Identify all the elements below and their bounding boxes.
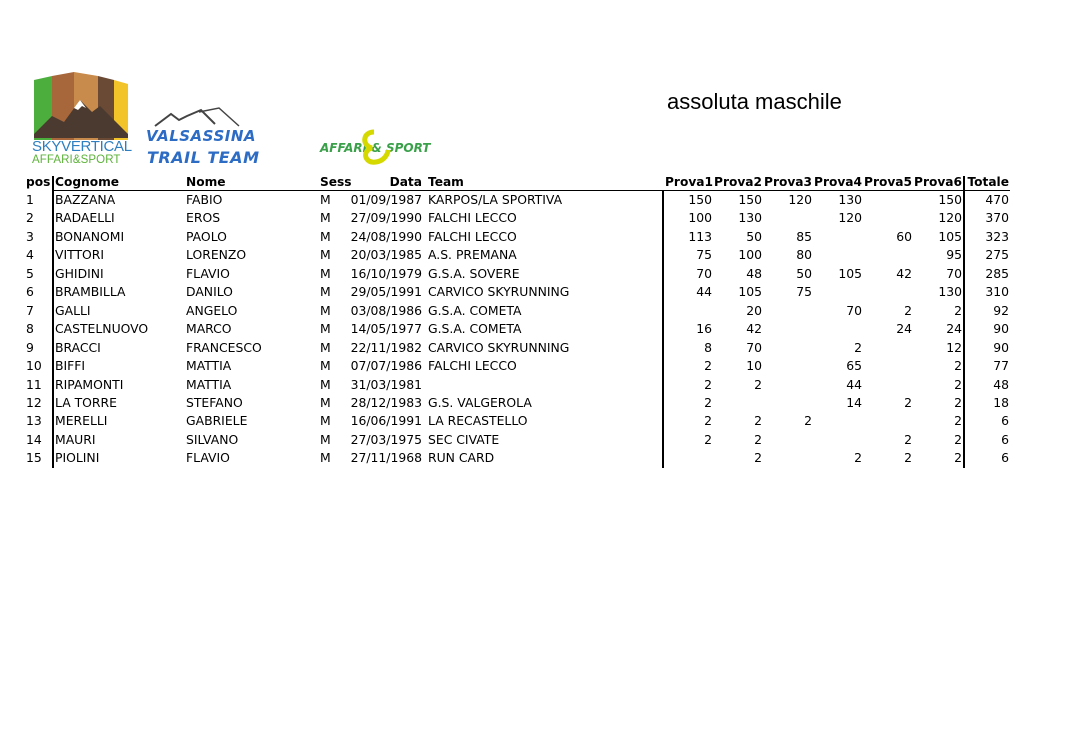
cell-pos: 8	[26, 321, 34, 337]
cell-pos: 9	[26, 339, 34, 355]
cell-sess: M	[320, 265, 331, 281]
cell-totale: 48	[993, 376, 1009, 392]
cell-p6: 12	[946, 339, 962, 355]
cell-nome: MARCO	[186, 321, 232, 337]
cell-p1: 75	[696, 247, 712, 263]
cell-totale: 6	[1001, 450, 1009, 466]
cell-pos: 14	[26, 431, 42, 447]
cell-pos: 11	[26, 376, 42, 392]
cell-p1: 44	[696, 284, 712, 300]
cell-team: SEC CIVATE	[428, 431, 500, 447]
page-title: assoluta maschile	[667, 89, 842, 114]
cell-totale: 92	[993, 302, 1009, 318]
cell-p6: 2	[954, 302, 962, 318]
cell-data: 27/03/1975	[350, 431, 422, 447]
cell-team: G.S.A. COMETA	[428, 302, 522, 318]
cell-team: FALCHI LECCO	[428, 210, 517, 226]
cell-nome: GABRIELE	[186, 413, 248, 429]
header-p5: Prova5	[864, 175, 912, 189]
cell-sess: M	[320, 339, 331, 355]
cell-p6: 2	[954, 376, 962, 392]
cell-team: KARPOS/LA SPORTIVA	[428, 192, 563, 207]
cell-data: 16/10/1979	[350, 265, 422, 281]
cell-p3: 80	[796, 247, 812, 263]
cell-p5: 24	[896, 321, 912, 337]
cell-nome: MATTIA	[186, 358, 232, 374]
cell-nome: ANGELO	[186, 302, 238, 318]
affari-sport-logo-icon	[318, 124, 440, 168]
cell-p6: 2	[954, 394, 962, 410]
cell-p4: 2	[854, 339, 862, 355]
cell-p6: 130	[938, 284, 962, 300]
cell-p6: 2	[954, 413, 962, 429]
cell-sess: M	[320, 394, 331, 410]
cell-p2: 2	[754, 431, 762, 447]
cell-p1: 70	[696, 265, 712, 281]
header-p6: Prova6	[914, 175, 962, 189]
skyvertical-logo-text: SKYVERTICAL	[32, 138, 132, 155]
cell-totale: 90	[993, 339, 1009, 355]
cell-p2: 150	[738, 192, 762, 207]
cell-nome: FRANCESCO	[186, 339, 262, 355]
cell-nome: SILVANO	[186, 431, 239, 447]
cell-totale: 370	[985, 210, 1009, 226]
header-team: Team	[428, 175, 464, 189]
cell-totale: 470	[985, 192, 1009, 207]
cell-p2: 2	[754, 450, 762, 466]
cell-p2: 2	[754, 413, 762, 429]
cell-p1: 100	[688, 210, 712, 226]
cell-p6: 120	[938, 210, 962, 226]
cell-totale: 18	[993, 394, 1009, 410]
cell-cognome: PIOLINI	[55, 450, 100, 466]
cell-pos: 3	[26, 228, 34, 244]
cell-team: CARVICO SKYRUNNING	[428, 284, 570, 300]
cell-p2: 2	[754, 376, 762, 392]
cell-p5: 2	[904, 394, 912, 410]
cell-p2: 48	[746, 265, 762, 281]
cell-cognome: GALLI	[55, 302, 91, 318]
header-data: Data	[389, 175, 422, 189]
cell-p6: 150	[938, 192, 962, 207]
header-p2: Prova2	[714, 175, 762, 189]
cell-p2: 100	[738, 247, 762, 263]
cell-team: G.S.A. SOVERE	[428, 265, 520, 281]
cell-p1: 8	[704, 339, 712, 355]
cell-nome: MATTIA	[186, 376, 232, 392]
cell-team: CARVICO SKYRUNNING	[428, 339, 570, 355]
cell-p1: 113	[688, 228, 712, 244]
cell-nome: FLAVIO	[186, 265, 230, 281]
cell-p6: 2	[954, 450, 962, 466]
cell-nome: PAOLO	[186, 228, 227, 244]
cell-p1: 2	[704, 358, 712, 374]
cell-nome: EROS	[186, 210, 221, 226]
cell-p3: 85	[796, 228, 812, 244]
cell-pos: 10	[26, 358, 42, 374]
cell-cognome: CASTELNUOVO	[55, 321, 149, 337]
cell-p4: 120	[838, 210, 862, 226]
cell-p3: 120	[788, 192, 812, 207]
cell-p6: 95	[946, 247, 962, 263]
cell-totale: 6	[1001, 431, 1009, 447]
cell-p1: 2	[704, 413, 712, 429]
cell-p4: 130	[838, 192, 862, 207]
cell-team: LA RECASTELLO	[428, 413, 528, 429]
column-divider-cognome	[52, 176, 54, 468]
header-pos: pos	[26, 175, 51, 189]
header-nome: Nome	[186, 175, 226, 189]
cell-sess: M	[320, 192, 331, 207]
cell-p2: 50	[746, 228, 762, 244]
header-underline	[52, 190, 1010, 191]
cell-cognome: RIPAMONTI	[55, 376, 124, 392]
cell-pos: 6	[26, 284, 34, 300]
cell-pos: 7	[26, 302, 34, 318]
cell-p3: 75	[796, 284, 812, 300]
header-totale: Totale	[967, 175, 1009, 189]
cell-team: RUN CARD	[428, 450, 495, 466]
cell-p4: 65	[846, 358, 862, 374]
cell-nome: STEFANO	[186, 394, 243, 410]
cell-pos: 12	[26, 394, 42, 410]
cell-totale: 275	[985, 247, 1009, 263]
cell-p3: 2	[804, 413, 812, 429]
cell-p2: 42	[746, 321, 762, 337]
valsassina-logo-text: VALSASSINA	[146, 127, 256, 145]
cell-nome: FABIO	[186, 192, 223, 207]
cell-pos: 5	[26, 265, 34, 281]
cell-p2: 20	[746, 302, 762, 318]
cell-pos: 1	[26, 192, 34, 207]
cell-data: 24/08/1990	[350, 228, 422, 244]
cell-cognome: BRACCI	[55, 339, 101, 355]
cell-p6: 2	[954, 431, 962, 447]
cell-sess: M	[320, 431, 331, 447]
cell-sess: M	[320, 302, 331, 318]
cell-totale: 285	[985, 265, 1009, 281]
cell-data: 01/09/1987	[350, 192, 422, 207]
cell-cognome: RADAELLI	[55, 210, 115, 226]
cell-p6: 105	[938, 228, 962, 244]
cell-sess: M	[320, 284, 331, 300]
cell-data: 20/03/1985	[350, 247, 422, 263]
cell-data: 22/11/1982	[350, 339, 422, 355]
cell-p1: 2	[704, 376, 712, 392]
cell-nome: LORENZO	[186, 247, 247, 263]
column-divider-prove	[662, 190, 664, 468]
cell-data: 28/12/1983	[350, 394, 422, 410]
cell-team: A.S. PREMANA	[428, 247, 517, 263]
cell-data: 03/08/1986	[350, 302, 422, 318]
cell-data: 29/05/1991	[350, 284, 422, 300]
cell-cognome: MERELLI	[55, 413, 108, 429]
cell-p5: 42	[896, 265, 912, 281]
header-p1: Prova1	[665, 175, 713, 189]
cell-cognome: LA TORRE	[55, 394, 117, 410]
cell-p4: 105	[838, 265, 862, 281]
cell-p5: 60	[896, 228, 912, 244]
cell-sess: M	[320, 321, 331, 337]
cell-nome: DANILO	[186, 284, 233, 300]
cell-cognome: BRAMBILLA	[55, 284, 126, 300]
cell-totale: 90	[993, 321, 1009, 337]
header-sess: Sess	[320, 175, 352, 189]
cell-team: FALCHI LECCO	[428, 228, 517, 244]
cell-sess: M	[320, 247, 331, 263]
cell-totale: 6	[1001, 413, 1009, 429]
cell-p2: 70	[746, 339, 762, 355]
cell-data: 16/06/1991	[350, 413, 422, 429]
cell-p4: 2	[854, 450, 862, 466]
cell-cognome: BONANOMI	[55, 228, 125, 244]
cell-team: FALCHI LECCO	[428, 358, 517, 374]
cell-p3: 50	[796, 265, 812, 281]
cell-p1: 150	[688, 192, 712, 207]
cell-p2: 10	[746, 358, 762, 374]
cell-totale: 77	[993, 358, 1009, 374]
cell-p5: 2	[904, 450, 912, 466]
cell-p2: 130	[738, 210, 762, 226]
skyvertical-logo-subtext: AFFARI&SPORT	[32, 154, 121, 166]
cell-p4: 14	[846, 394, 862, 410]
cell-p1: 2	[704, 394, 712, 410]
cell-p1: 16	[696, 321, 712, 337]
column-divider-totale	[963, 176, 965, 468]
cell-sess: M	[320, 228, 331, 244]
cell-p2: 105	[738, 284, 762, 300]
header-p4: Prova4	[814, 175, 862, 189]
cell-totale: 310	[985, 284, 1009, 300]
cell-cognome: MAURI	[55, 431, 96, 447]
trail-team-logo-text: TRAIL TEAM	[147, 148, 260, 167]
cell-cognome: BAZZANA	[55, 192, 116, 207]
cell-p4: 70	[846, 302, 862, 318]
cell-data: 14/05/1977	[350, 321, 422, 337]
cell-pos: 4	[26, 247, 34, 263]
cell-sess: M	[320, 450, 331, 466]
header-cognome: Cognome	[55, 175, 120, 189]
cell-p6: 70	[946, 265, 962, 281]
cell-pos: 13	[26, 413, 42, 429]
cell-pos: 15	[26, 450, 42, 466]
cell-totale: 323	[985, 228, 1009, 244]
cell-cognome: BIFFI	[55, 358, 86, 374]
affari-logo-text: AFFARI & SPORT	[320, 141, 431, 155]
cell-team: G.S. VALGEROLA	[428, 394, 532, 410]
cell-data: 31/03/1981	[350, 376, 422, 392]
cell-p6: 24	[946, 321, 962, 337]
cell-sess: M	[320, 210, 331, 226]
cell-pos: 2	[26, 210, 34, 226]
cell-p4: 44	[846, 376, 862, 392]
cell-data: 27/09/1990	[350, 210, 422, 226]
cell-p5: 2	[904, 302, 912, 318]
cell-p6: 2	[954, 358, 962, 374]
cell-p1: 2	[704, 431, 712, 447]
cell-cognome: VITTORI	[55, 247, 105, 263]
cell-nome: FLAVIO	[186, 450, 230, 466]
cell-p5: 2	[904, 431, 912, 447]
cell-cognome: GHIDINI	[55, 265, 104, 281]
cell-sess: M	[320, 413, 331, 429]
cell-data: 27/11/1968	[350, 450, 422, 466]
header-p3: Prova3	[764, 175, 812, 189]
cell-sess: M	[320, 376, 331, 392]
cell-sess: M	[320, 358, 331, 374]
cell-data: 07/07/1986	[350, 358, 422, 374]
cell-team: G.S.A. COMETA	[428, 321, 522, 337]
